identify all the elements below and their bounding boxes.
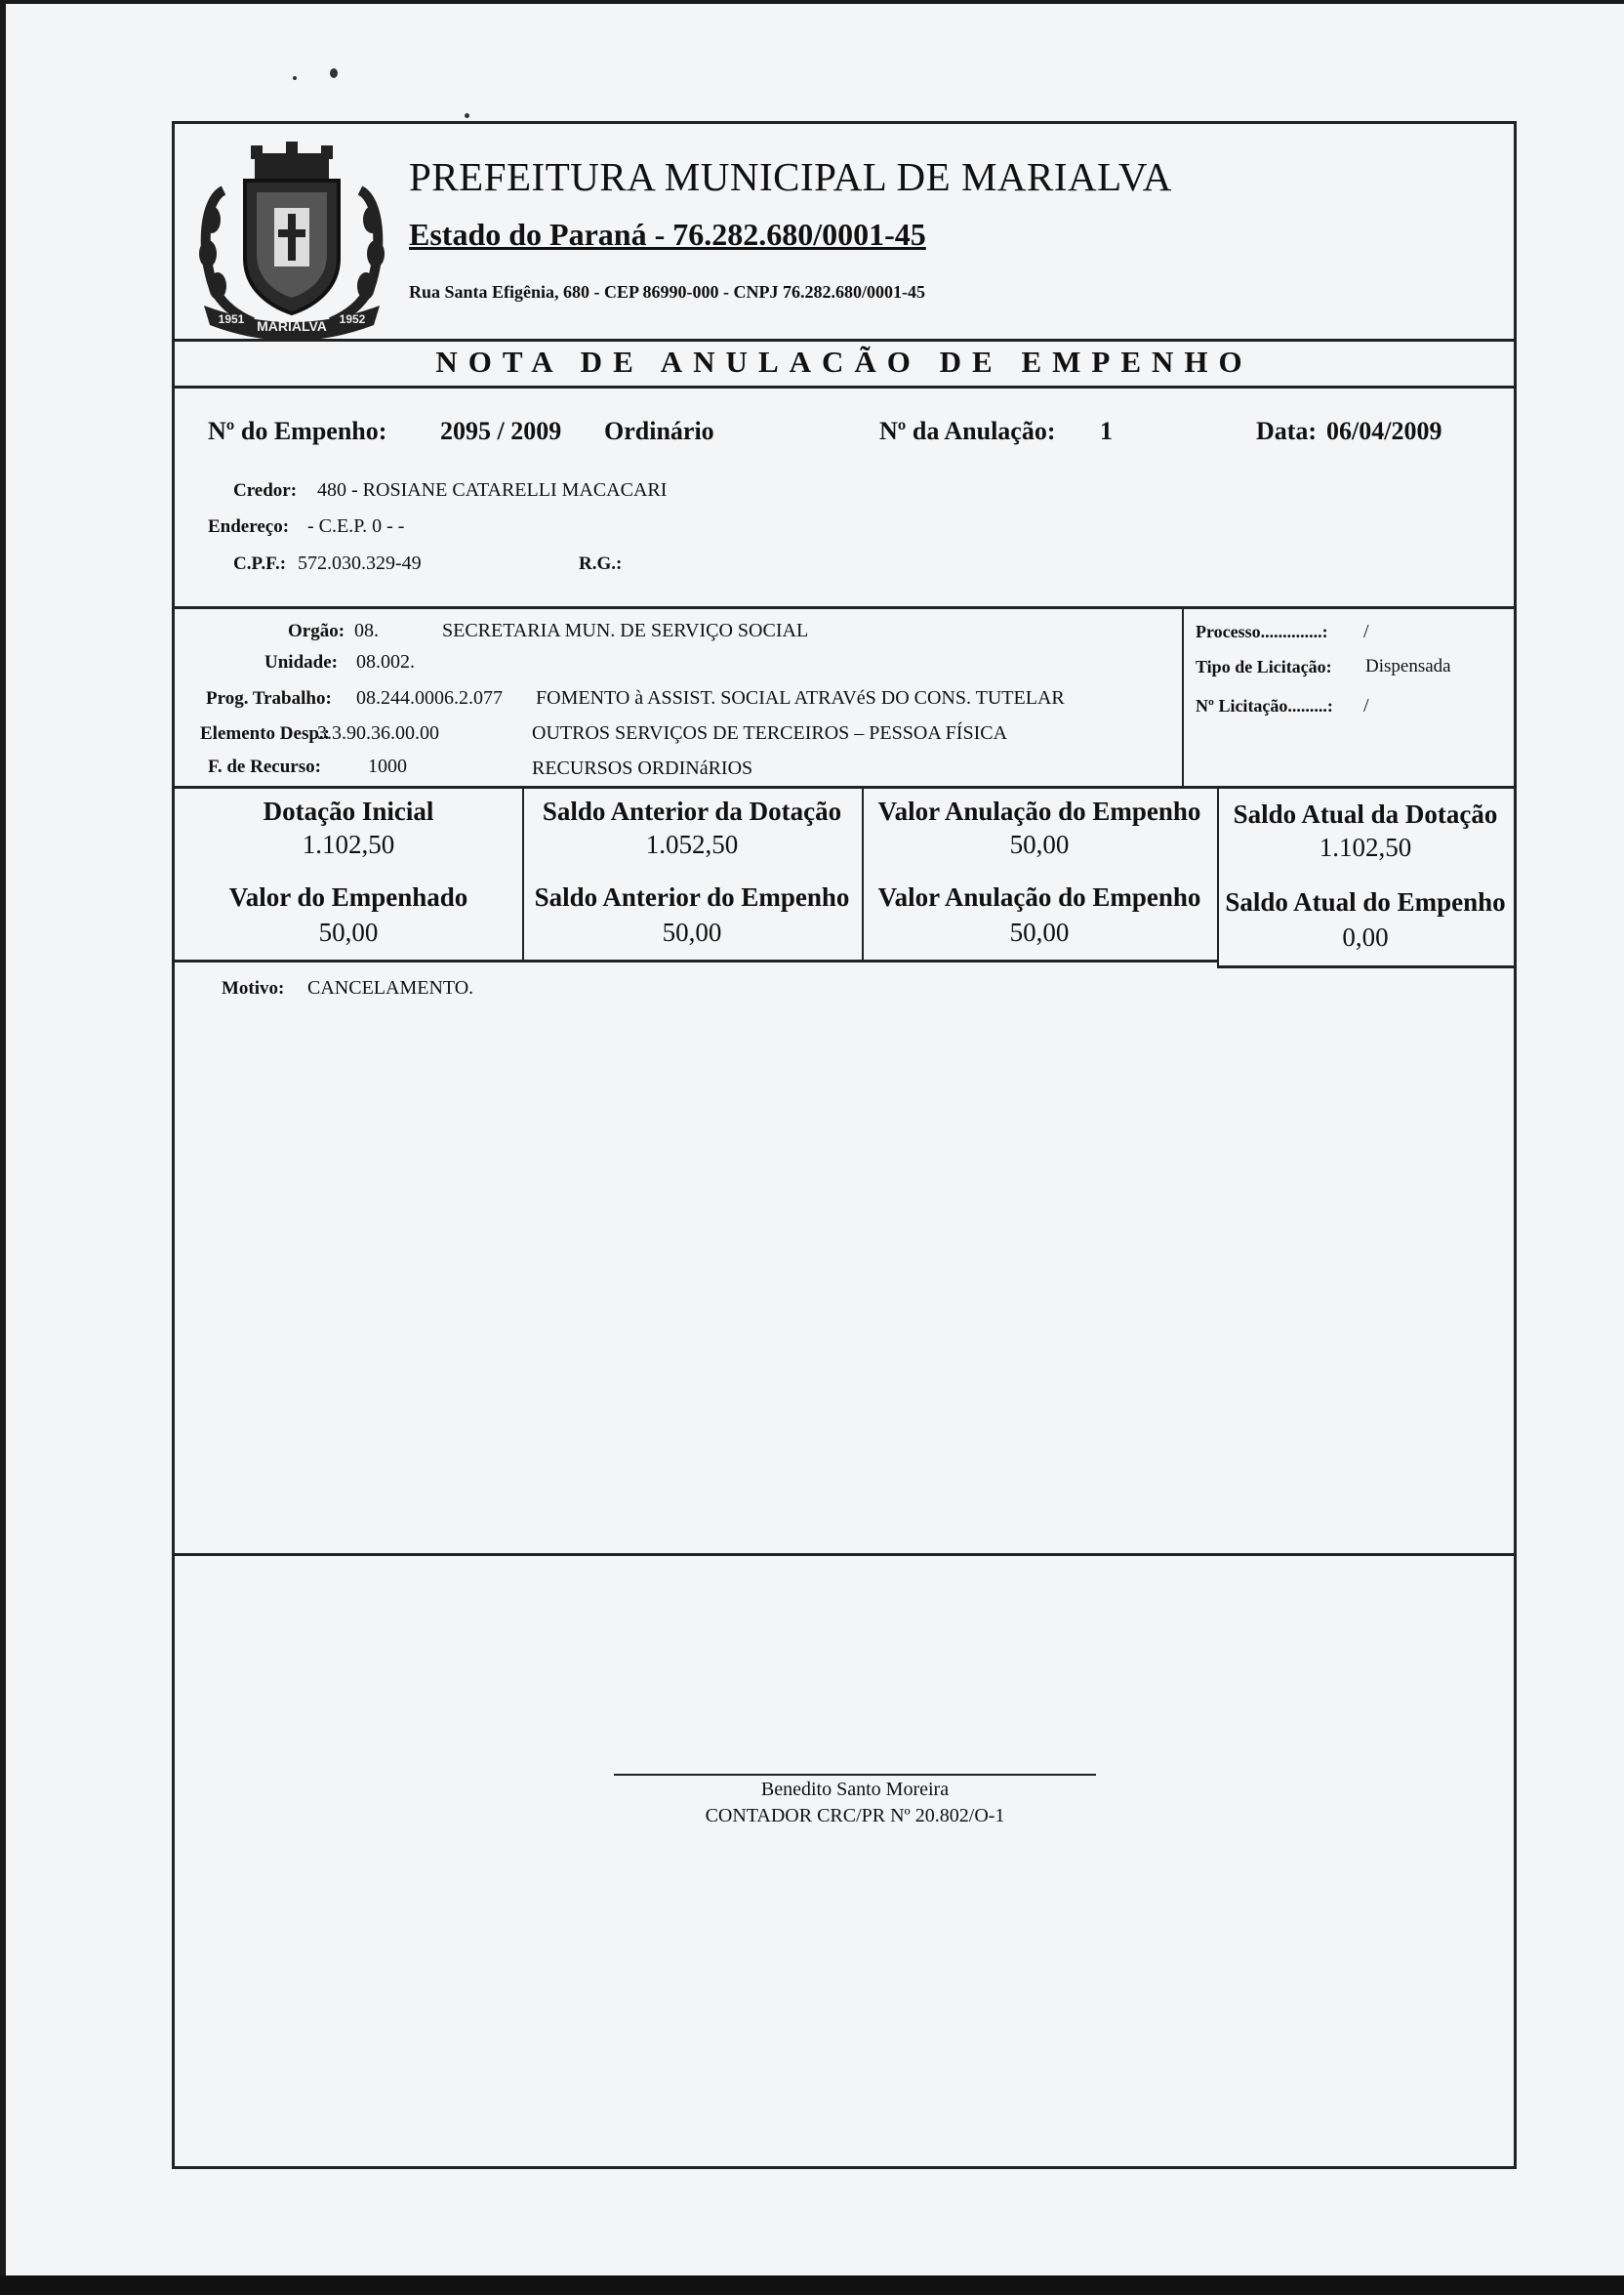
motivo-value: CANCELAMENTO. [307, 977, 474, 999]
scan-speck [293, 76, 297, 80]
divider [1217, 965, 1514, 968]
coat-of-arms-icon [194, 132, 389, 347]
recurso-code: 1000 [368, 756, 407, 777]
orgao-label: Orgão: [288, 621, 345, 641]
date-label: Data: [1256, 417, 1318, 445]
saldo-atual-empenho-value: 0,00 [1342, 922, 1389, 952]
grid-divider [1514, 788, 1516, 965]
dotacao-inicial-label: Dotação Inicial [263, 797, 434, 826]
cpf-value: 572.030.329-49 [298, 553, 422, 574]
valor-empenhado-value: 50,00 [318, 918, 379, 947]
dotacao-inicial-value: 1.102,50 [302, 830, 395, 859]
divider [175, 339, 1514, 342]
prog-trabalho-label: Prog. Trabalho: [206, 688, 332, 709]
orgao-name: SECRETARIA MUN. DE SERVIÇO SOCIAL [442, 620, 809, 641]
municipality-address: Rua Santa Efigênia, 680 - CEP 86990-000 - CNPJ 76.282.680/0001-45 [409, 282, 926, 302]
unidade-code: 08.002. [356, 651, 415, 673]
processo-value: / [1363, 621, 1369, 642]
saldo-atual-dotacao-value: 1.102,50 [1319, 833, 1412, 862]
divider [175, 1553, 1514, 1556]
motivo-label: Motivo: [222, 978, 285, 999]
scan-speck [465, 113, 469, 118]
valor-anulacao-empenho-label: Valor Anulação do Empenho [877, 882, 1201, 912]
saldo-anterior-dotacao-label: Saldo Anterior da Dotação [542, 797, 842, 826]
unidade-label: Unidade: [264, 652, 338, 673]
crest-year-right: 1952 [339, 312, 366, 326]
process-box-border [1182, 608, 1184, 786]
tipo-licitacao-label: Tipo de Licitação: [1196, 657, 1332, 676]
signatory-name: Benedito Santo Moreira [760, 1779, 950, 1800]
municipality-title: PREFEITURA MUNICIPAL DE MARIALVA [409, 154, 1172, 199]
cpf-label: C.P.F.: [233, 553, 287, 574]
date-value: 06/04/2009 [1326, 417, 1442, 445]
valor-empenhado-label: Valor do Empenhado [228, 882, 468, 912]
saldo-atual-dotacao-label: Saldo Atual da Dotação [1233, 799, 1498, 829]
licitacao-value: / [1363, 695, 1369, 717]
elemento-code: 3.3.90.36.00.00 [317, 722, 439, 744]
empenho-number-value: 2095 / 2009 [440, 417, 562, 445]
divider [175, 386, 1514, 389]
valor-anulacao-dotacao-label: Valor Anulação do Empenho [877, 797, 1201, 826]
crest-ribbon-text: MARIALVA [257, 318, 327, 334]
saldo-anterior-empenho-value: 50,00 [662, 918, 722, 947]
tipo-licitacao-value: Dispensada [1365, 656, 1451, 676]
scan-speck [330, 68, 338, 78]
saldo-atual-empenho-label: Saldo Atual do Empenho [1225, 887, 1506, 917]
divider [175, 960, 1217, 963]
anulacao-number-label: Nº da Anulação: [879, 417, 1056, 445]
address-label: Endereço: [208, 516, 290, 537]
state-subtitle: Estado do Paraná - 76.282.680/0001-45 [409, 217, 926, 252]
creditor-label: Credor: [233, 480, 298, 501]
recurso-name: RECURSOS ORDINáRIOS [532, 758, 753, 779]
crest-year-left: 1951 [218, 312, 245, 326]
address-value: - C.E.P. 0 - - [307, 515, 405, 537]
recurso-label: F. de Recurso: [208, 757, 321, 777]
scan-edge-bottom [0, 2275, 1624, 2295]
processo-label: Processo..............: [1196, 622, 1328, 641]
empenho-type: Ordinário [604, 417, 714, 445]
signature-line [614, 1774, 1096, 1776]
prog-trabalho-code: 08.244.0006.2.077 [356, 687, 503, 709]
licitacao-label: Nº Licitação.........: [1196, 696, 1333, 716]
orgao-code: 08. [354, 620, 379, 641]
anulacao-number-value: 1 [1100, 417, 1113, 445]
scan-edge-left [0, 0, 6, 2295]
valor-anulacao-dotacao-value: 50,00 [1009, 830, 1070, 859]
empenho-number-label: Nº do Empenho: [208, 417, 387, 445]
rg-label: R.G.: [579, 553, 623, 574]
prog-trabalho-name: FOMENTO à ASSIST. SOCIAL ATRAVéS DO CONS. TUTELAR [536, 687, 1065, 709]
elemento-name: OUTROS SERVIÇOS DE TERCEIROS – PESSOA FÍSICA [532, 722, 1008, 744]
saldo-anterior-dotacao-value: 1.052,50 [645, 830, 739, 859]
valor-anulacao-empenho-value: 50,00 [1009, 918, 1070, 947]
signatory-role: CONTADOR CRC/PR Nº 20.802/O-1 [705, 1805, 1005, 1826]
scan-edge-top [0, 0, 1624, 4]
elemento-label: Elemento Desp.: [200, 723, 330, 744]
divider [175, 786, 1514, 789]
document-title: NOTA DE ANULACÃO DE EMPENHO [435, 345, 1253, 379]
creditor-value: 480 - ROSIANE CATARELLI MACACARI [317, 479, 668, 501]
divider [175, 606, 1514, 609]
annulment-form [172, 121, 1517, 2169]
saldo-anterior-empenho-label: Saldo Anterior do Empenho [534, 882, 850, 912]
